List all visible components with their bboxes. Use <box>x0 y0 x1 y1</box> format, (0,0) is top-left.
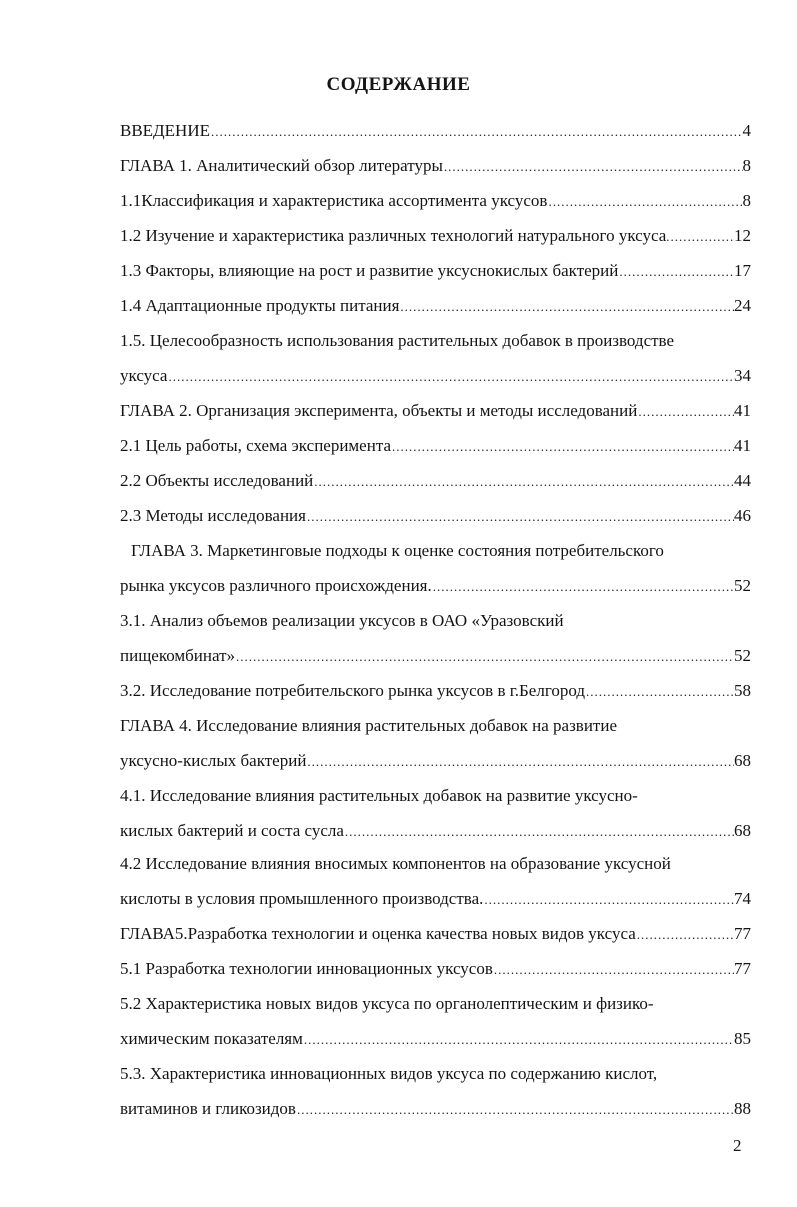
toc-entry-1-1 <box>120 188 751 214</box>
dot-leader <box>585 679 734 705</box>
toc-entry-page: 68 <box>734 821 751 840</box>
toc-entry-5-3-line1: 5.3. Характеристика инновационных видов уксуса по содержанию кислот, <box>120 1064 658 1083</box>
toc-entry-3-1 <box>120 643 751 669</box>
toc-entry-text: ГЛАВА5.Разработка технологии и оценка качества новых видов уксуса <box>120 924 636 943</box>
toc-entry-5-3 <box>120 1096 751 1122</box>
dot-leader <box>666 224 734 250</box>
toc-entry-text: 3.2. Исследование потребительского рынка уксусов в г.Белгород <box>120 681 586 700</box>
toc-entry-4-1-line1: 4.1. Исследование влияния растительных добавок на развитие уксусно- <box>120 786 638 805</box>
toc-entry-1-4 <box>120 293 751 319</box>
toc-entry-text: 2.1 Цель работы, схема эксперимента <box>120 436 392 455</box>
toc-entry-text: 1.3 Факторы, влияющие на рост и развитие уксуснокислых бактерий <box>120 261 619 280</box>
toc-entry-chapter-5 <box>120 921 751 947</box>
toc-entry-3-2 <box>120 678 751 704</box>
toc-entry-page: 77 <box>734 924 751 943</box>
toc-entry-4-2-line1: 4.2 Исследование влияния вносимых компонентов на образование уксусной <box>120 854 671 873</box>
toc-entry-text: рынка уксусов различного происхождения. <box>120 576 432 595</box>
toc-entry-text: 2.3 Методы исследования <box>120 506 306 525</box>
dot-leader <box>344 819 734 845</box>
toc-entry-text: кислоты в условия промышленного производства. <box>120 889 484 908</box>
toc-entry-1-5 <box>120 363 751 389</box>
dot-leader <box>618 259 734 285</box>
toc-entry-page: 17 <box>734 261 751 280</box>
toc-entry-page: 46 <box>734 506 751 525</box>
toc-entry-3-1-line1: 3.1. Анализ объемов реализации уксусов в ОАО «Уразовский <box>120 611 564 630</box>
dot-leader <box>306 504 734 530</box>
toc-entry-text: уксуса <box>120 366 168 385</box>
toc-entry-page: 68 <box>734 751 751 770</box>
toc-entry-page: 8 <box>742 191 751 210</box>
dot-leader <box>313 469 734 495</box>
dot-leader <box>306 749 734 775</box>
dot-leader <box>432 574 734 600</box>
toc-entry-page: 77 <box>734 959 751 978</box>
dot-leader <box>443 154 743 180</box>
toc-entry-text: пищекомбинат» <box>120 646 236 665</box>
dot-leader <box>493 957 734 983</box>
toc-entry-5-2-line1: 5.2 Характеристика новых видов уксуса по органолептическим и физико- <box>120 994 654 1013</box>
toc-entry-text: 2.2 Объекты исследований <box>120 471 314 490</box>
toc-entry-chapter-1 <box>120 153 751 179</box>
toc-entry-text: ГЛАВА 2. Организация эксперимента, объекты и методы исследований <box>120 401 638 420</box>
toc-entry-chapter-3-line1: ГЛАВА 3. Маркетинговые подходы к оценке состояния потребительского <box>131 541 664 560</box>
toc-entry-page: 41 <box>734 401 751 420</box>
toc-entry-page: 34 <box>734 366 751 385</box>
dot-leader <box>167 364 734 390</box>
toc-entry-text: уксусно-кислых бактерий <box>120 751 307 770</box>
toc-entry-text: ВВЕДЕНИЕ <box>120 121 210 140</box>
toc-entry-page: 85 <box>734 1029 751 1048</box>
toc-entry-page: 12 <box>734 226 751 245</box>
toc-entry-page: 41 <box>734 436 751 455</box>
page-title: СОДЕРЖАНИЕ <box>326 74 471 95</box>
toc-entry-5-1 <box>120 956 751 982</box>
toc-entry-chapter-3 <box>120 573 751 599</box>
toc-entry-page: 58 <box>734 681 751 700</box>
toc-entry-text: химическим показателям <box>120 1029 303 1048</box>
toc-entry-page: 88 <box>734 1099 751 1118</box>
toc-entry-1-3 <box>120 258 751 284</box>
toc-entry-1-5-line1: 1.5. Целесообразность использования растительных добавок в производстве <box>120 331 675 350</box>
toc-entry-chapter-4 <box>120 748 751 774</box>
toc-entry-text: кислых бактерий и соста сусла <box>120 821 344 840</box>
page-number: 2 <box>733 1136 742 1155</box>
toc-entry-text: 1.4 Адаптационные продукты питания <box>120 296 400 315</box>
toc-entry-text: 5.1 Разработка технологии инновационных уксусов <box>120 959 493 978</box>
dot-leader <box>210 119 743 145</box>
dot-leader <box>637 399 734 425</box>
dot-leader <box>399 294 734 320</box>
toc-entry-4-1 <box>120 818 751 844</box>
toc-entry-text: 1.1Классификация и характеристика ассортимента уксусов <box>120 191 548 210</box>
toc-entry-text: витаминов и гликозидов <box>120 1099 296 1118</box>
toc-entry-1-2 <box>120 223 751 249</box>
dot-leader <box>296 1097 734 1123</box>
toc-entry-text: ГЛАВА 1. Аналитический обзор литературы <box>120 156 443 175</box>
toc-entry-chapter-2 <box>120 398 751 424</box>
toc-entry-page: 44 <box>734 471 751 490</box>
toc-entry-text: 1.2 Изучение и характеристика различных технологий натурального уксуса <box>120 226 667 245</box>
toc-entry-page: 24 <box>734 296 751 315</box>
toc-entry-2-3 <box>120 503 751 529</box>
toc-entry-page: 4 <box>742 121 751 140</box>
toc-entry-5-2 <box>120 1026 751 1052</box>
dot-leader <box>303 1027 734 1053</box>
toc-entry-chapter-4-line1: ГЛАВА 4. Исследование влияния растительных добавок на развитие <box>120 716 617 735</box>
dot-leader <box>636 922 734 948</box>
dot-leader <box>483 887 734 913</box>
toc-entry-2-2 <box>120 468 751 494</box>
dot-leader <box>235 644 734 670</box>
toc-entry-page: 52 <box>734 646 751 665</box>
toc-entry-page: 52 <box>734 576 751 595</box>
toc-entry-2-1 <box>120 433 751 459</box>
dot-leader <box>547 189 742 215</box>
toc-entry-4-2 <box>120 886 751 912</box>
toc-entry-page: 8 <box>742 156 751 175</box>
toc-entry-intro <box>120 118 751 144</box>
dot-leader <box>391 434 734 460</box>
toc-entry-page: 74 <box>734 889 751 908</box>
